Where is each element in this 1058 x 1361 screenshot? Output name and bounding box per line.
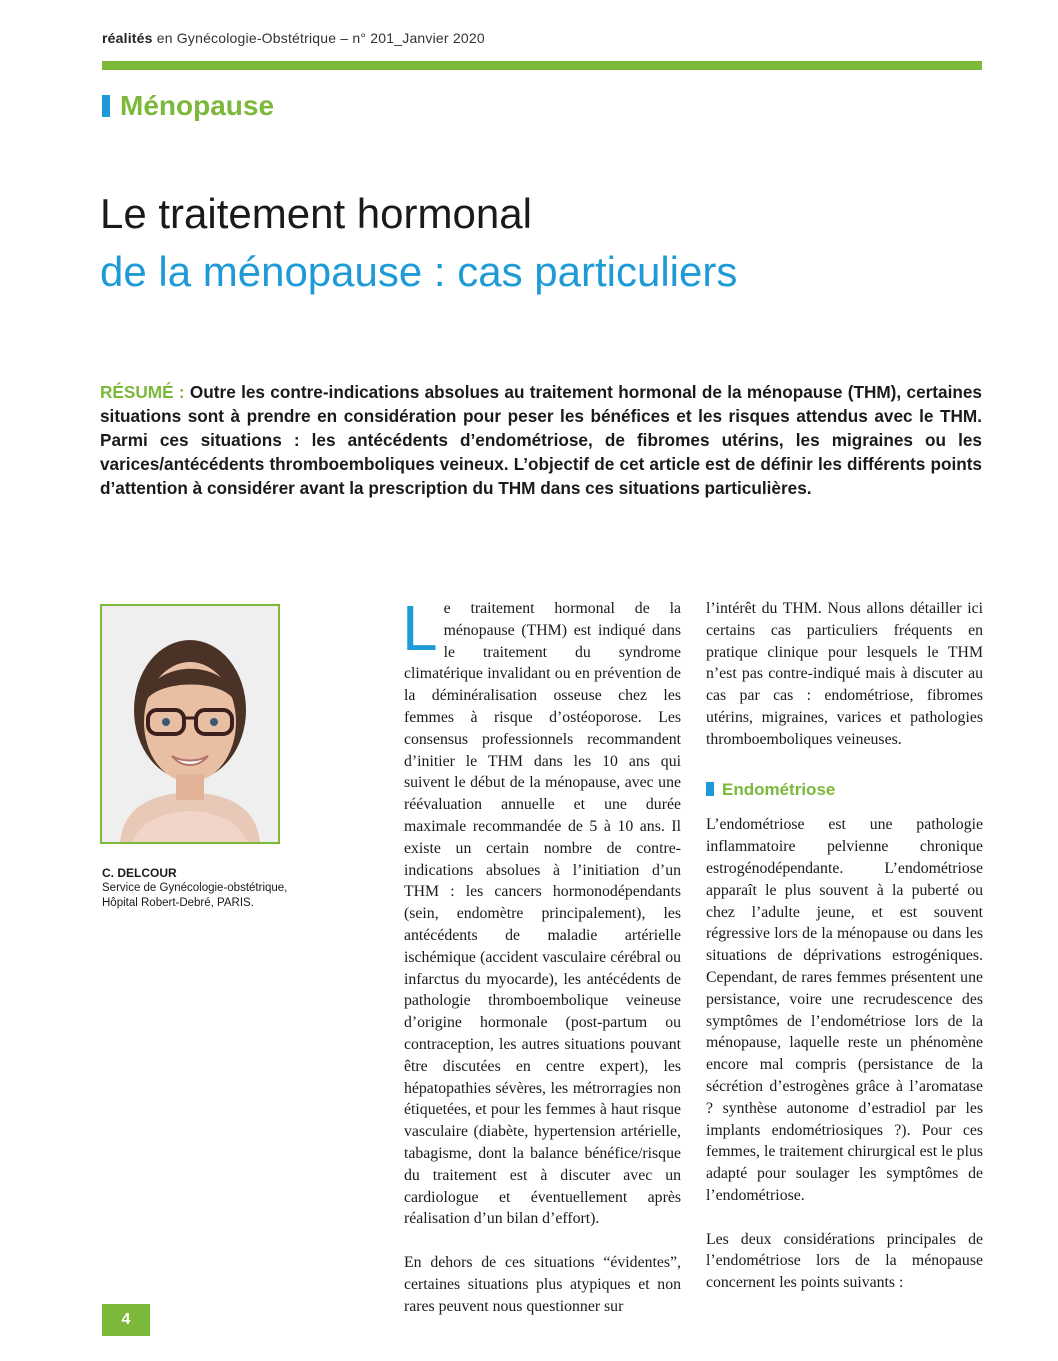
- article-title-line2: de la ménopause : cas particuliers: [100, 248, 738, 295]
- header-rule: [102, 61, 982, 70]
- author-photo: [100, 604, 280, 844]
- subheading-label: Endométriose: [722, 779, 836, 799]
- body-column-1: [402, 592, 681, 1317]
- body-paragraph-5: Les deux considérations principales de l’endométriose lors de la ménopause concernent les points suivants :: [706, 1230, 983, 1292]
- body-paragraph-3: l’intérêt du THM. Nous allons détailler ici certains cas particuliers fréquents en pratique clinique pour lesquels le THM n’est pas contre-indiqué mais à discuter au cas par cas : endométriose, fibromes utérins, migraines, varices et pathologies thromboemboliques veineuses.: [706, 600, 983, 748]
- body-column-2: [706, 598, 983, 1294]
- abstract-text: Outre les contre-indications absolues au traitement hormonal de la ménopause (THM), certaines situations sont à prendre en considération pour peser les bénéfices et les risques attendus avec le THM. Parmi ces situations : les antécédents d’endométriose, de fibromes utérins, les migraines ou les varices/antécédents thromboemboliques veineux. L’objectif de cet article est de définir les différents points d’attention à considérer avant la prescription du THM dans ces situations particulières.: [100, 382, 982, 498]
- body-paragraph-1: [402, 592, 681, 1230]
- page-number: 4: [102, 1304, 150, 1336]
- running-header: [102, 30, 485, 46]
- drop-cap: L: [402, 592, 438, 664]
- section-label: Ménopause: [120, 90, 275, 121]
- body-paragraph-4: L’endométriose est une pathologie inflammatoire pelvienne chronique estrogénodépendante. L’endométriose apparaît le plus souvent à la puberté ou chez l’adulte jeune, et est souvent régressive lors de la ménopause ou dans les situations de déprivations estrogéniques. Cependant, de rares femmes présentent une persistance, voire une recrudescence des symptômes de l’endométriose lors de la ménopause, laquelle reste un phénomène encore mal compris (persistance de la sécrétion d’estrogènes grâce à l’aromatase ? synthèse autonome d’estradiol par les implants endométriosiques ?). Pour ces femmes, le traitement chirurgical est le plus adapté pour soulager les symptômes de l’endométriose.: [706, 816, 983, 1204]
- section-tag: [102, 90, 274, 122]
- article-title-line1: Le traitement hormonal: [100, 190, 532, 237]
- body-paragraph-1-text: e traitement hormonal de la ménopause (THM) est indiqué dans le traitement du syndrome climatérique invalidant ou en prévention de la déminéralisation osseuse chez les femmes à risque d’ostéoporose. Les consensus professionnels recommandent d’initier le THM dans les 10 ans qui suivent le début de la ménopause, avec une réévaluation annuelle et une durée maximale recommandée de 5 à 10 ans. Il existe un certain nombre de contre-indications absolues à l’initiation d’un THM : les cancers hormonodépendants (sein, endomètre principalement), les antécédents de maladie artérielle ischémique (accident vasculaire cérébral ou infarctus du myocarde), les antécédents de pathologie thromboembolique veineuse d’origine hormonale (post-partum ou contraception, les autres situations pouvant être discutées en centre expert), les hépatopathies sévères, les métrorragies non étiquetées, et pour les femmes à haut risque vasculaire (diabète, hypertension artérielle, tabagisme, dont la balance bénéfice/risque du traitement est à discuter avec un cardiologue et éventuellement après réalisation d’un bilan d’effort).: [404, 600, 681, 1228]
- subheading-bar: [706, 782, 714, 796]
- author-name: C. DELCOUR: [102, 866, 177, 880]
- journal-brand: réalités: [102, 30, 153, 46]
- author-affiliation-1: Service de Gynécologie-obstétrique,: [102, 882, 288, 894]
- author-block: [102, 866, 322, 911]
- section-tag-bar: [102, 95, 110, 117]
- author-affiliation-2: Hôpital Robert-Debré, PARIS.: [102, 897, 254, 909]
- abstract: [100, 380, 982, 500]
- journal-issue: en Gynécologie-Obstétrique – n° 201_Janvier 2020: [152, 30, 485, 46]
- abstract-label: RÉSUMÉ :: [100, 382, 185, 402]
- subheading-endometriose: [706, 779, 983, 801]
- body-paragraph-2: En dehors de ces situations “évidentes”, certaines situations plus atypiques et non rares peuvent nous questionner sur: [404, 1253, 681, 1315]
